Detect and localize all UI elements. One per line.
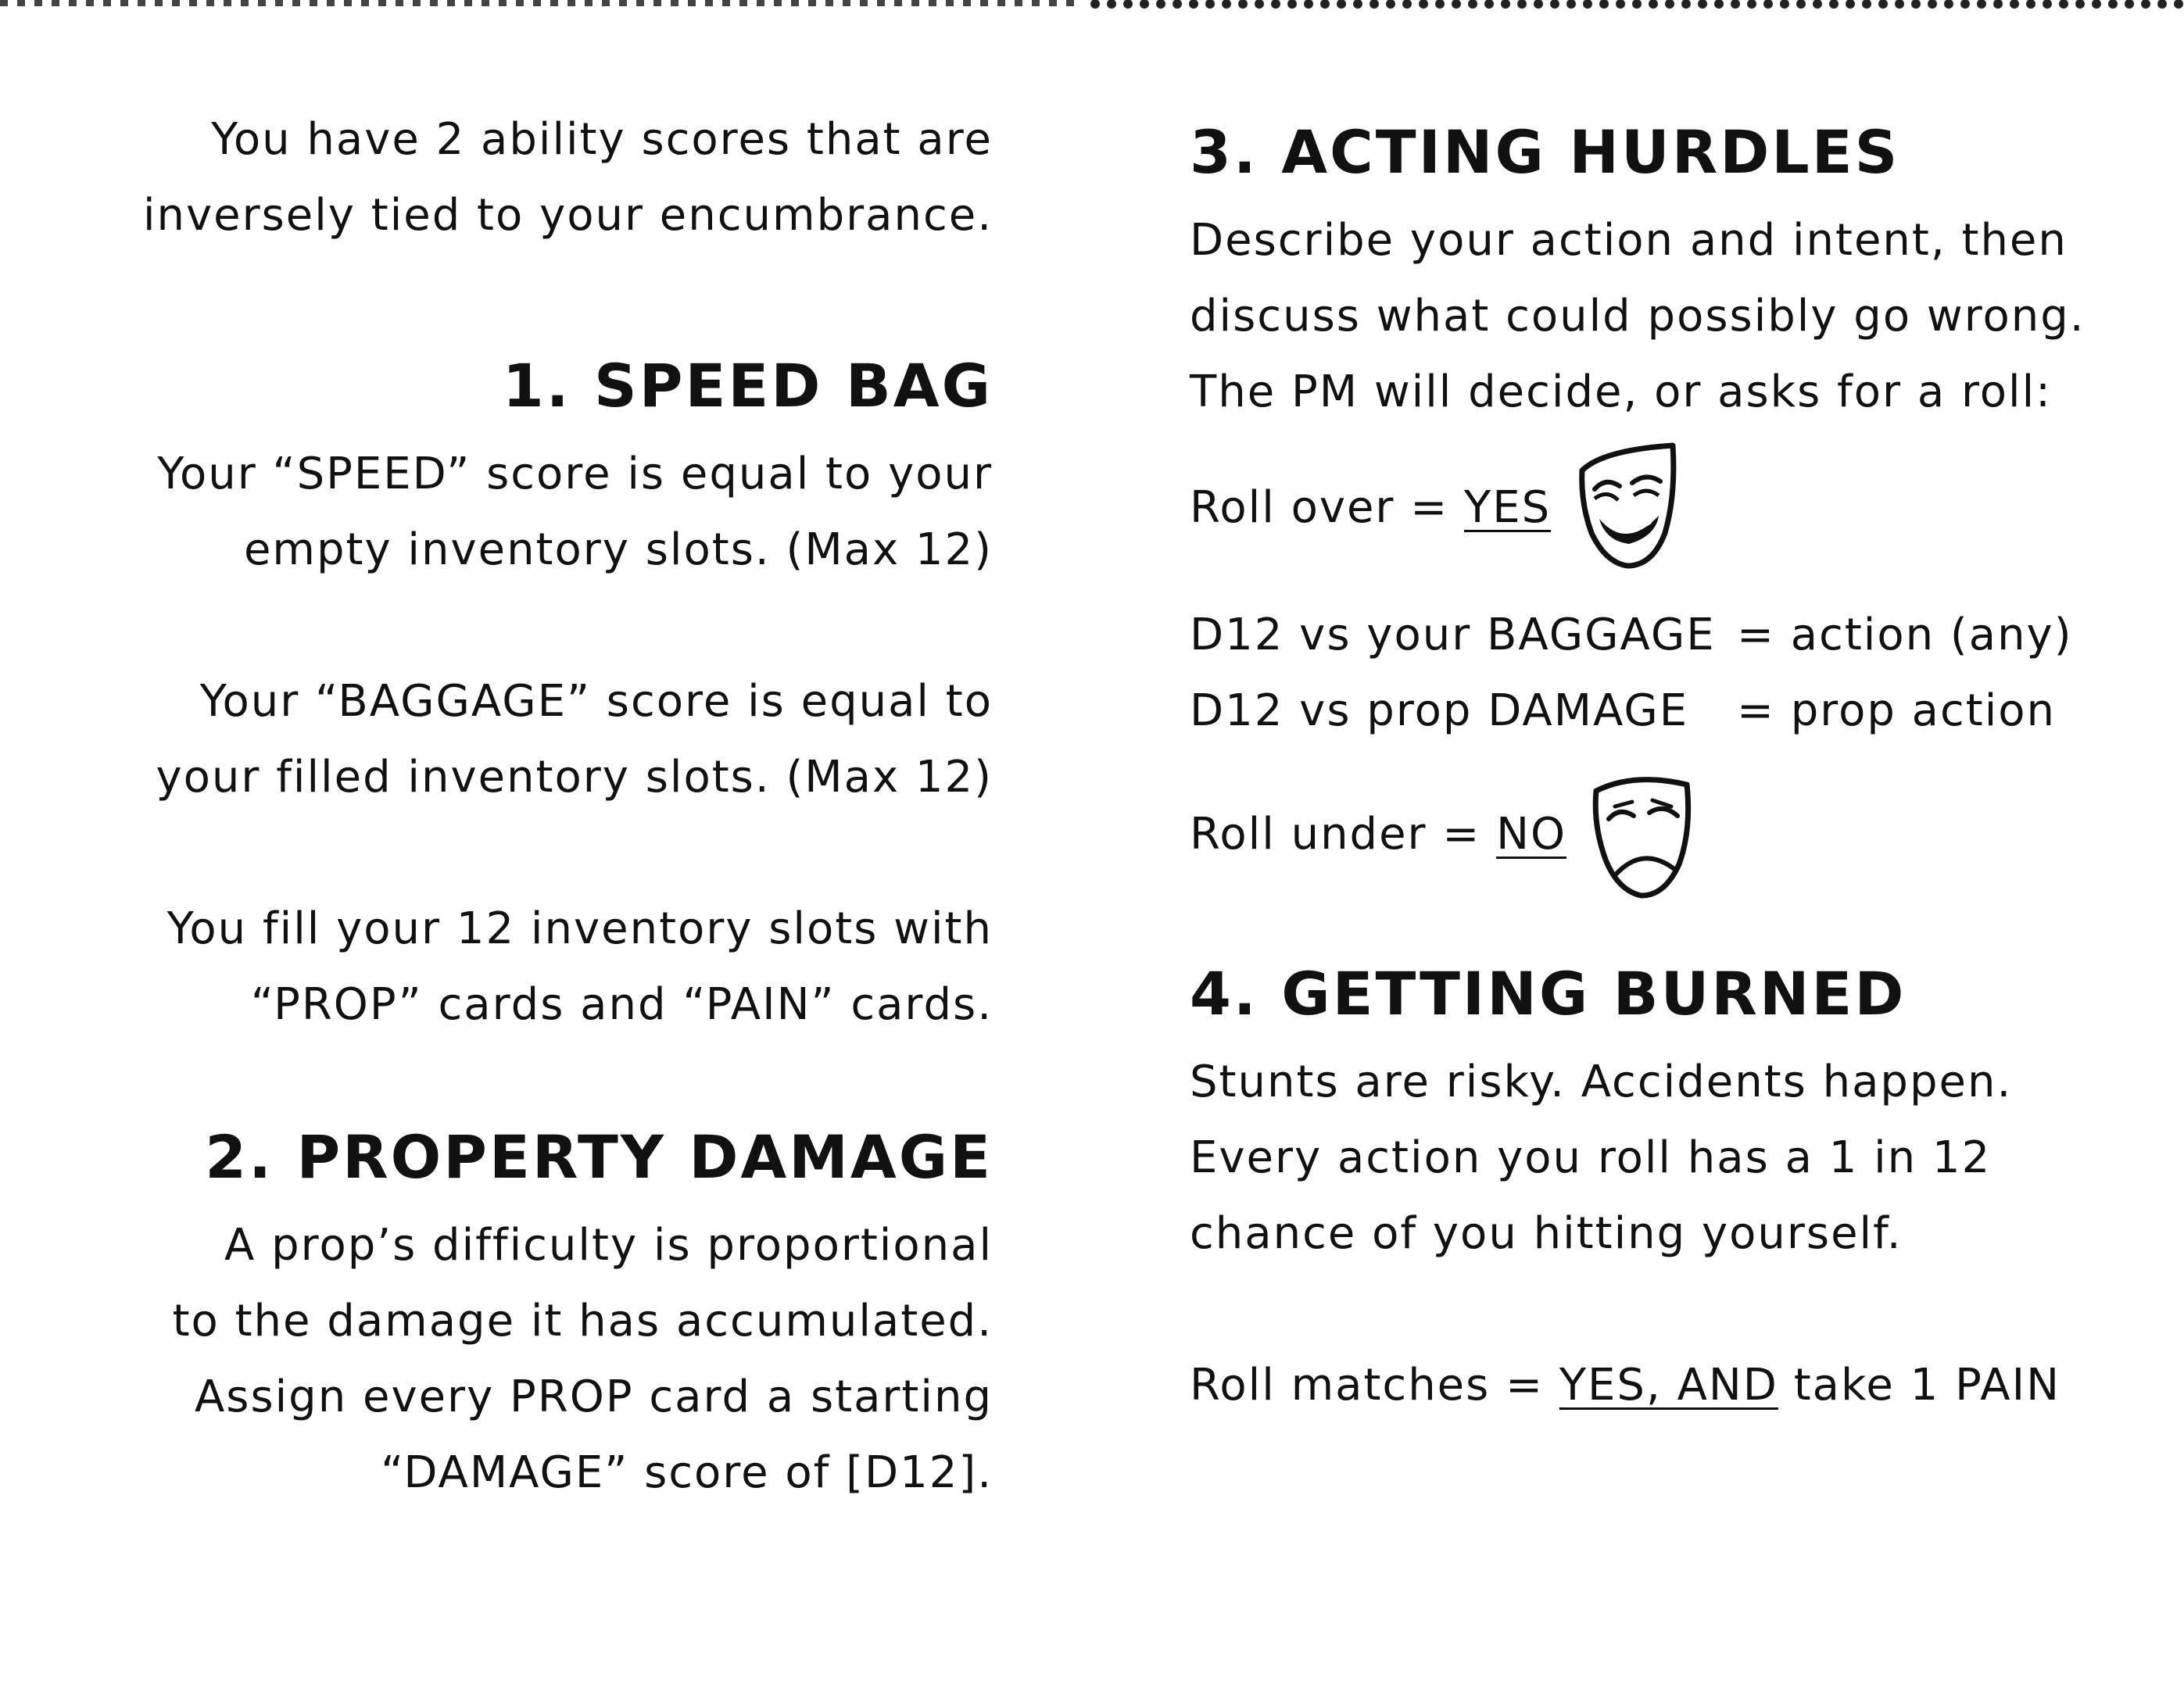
getting-burned-heading: 4. GETTING BURNED [1190, 959, 1907, 1028]
top-perforation-border [0, 0, 2184, 11]
acting-hurdles-heading: 3. ACTING HURDLES [1190, 117, 1900, 187]
roll-matches-result: YES, AND [1559, 1360, 1778, 1411]
speed-bag-heading: 1. SPEED BAG [502, 351, 993, 420]
roll-under-line [1190, 767, 2128, 900]
intro-text: You have 2 ability scores that are inversely tied to your encumbrance. [142, 114, 993, 241]
dotted-border [1090, 0, 2184, 9]
property-damage-text: A prop’s difficulty is proportional to the damage it has accumulated. Assign every PROP card a starting “DAMAGE” score of [D12]. [172, 1220, 993, 1498]
getting-burned-text: Stunts are risky. Accidents happen. Every action you roll has a 1 in 12 chance of you hitting yourself. [1190, 1057, 2013, 1259]
roll-matches-label: Roll matches = [1190, 1360, 1559, 1411]
comedy-mask-icon [1571, 441, 1681, 574]
dashed-border [0, 0, 1083, 6]
baggage-comparison-right: = action (any) [1737, 610, 2073, 660]
roll-comparison-block [1190, 597, 2128, 749]
roll-over-label: Roll over = [1190, 481, 1464, 533]
right-column [1190, 113, 2128, 1423]
damage-comparison-right: = prop action [1737, 685, 2057, 736]
left-column [141, 102, 993, 1511]
damage-comparison-row [1190, 673, 2128, 749]
tragedy-mask-icon [1587, 767, 1696, 900]
inventory-fill-text: You fill your 12 inventory slots with “PROP” cards and “PAIN” cards. [166, 903, 993, 1030]
roll-under-result: NO [1496, 808, 1567, 860]
roll-matches-suffix: take 1 PAIN [1778, 1360, 2060, 1411]
baggage-score-text: Your “BAGGAGE” score is equal to your filled inventory slots. (Max 12) [156, 676, 993, 803]
acting-hurdles-text: Describe your action and intent, then discuss what could possibly go wrong. The PM will decide, or asks for a roll: [1190, 215, 2086, 417]
baggage-comparison-left: D12 vs your BAGGAGE [1190, 610, 1716, 660]
speed-score-text: Your “SPEED” score is equal to your empty inventory slots. (Max 12) [157, 449, 993, 575]
baggage-comparison-row [1190, 597, 2128, 673]
damage-comparison-left: D12 vs prop DAMAGE [1190, 685, 1689, 736]
roll-over-line [1190, 441, 2128, 574]
roll-matches-line [1190, 1347, 2128, 1423]
roll-under-label: Roll under = [1190, 808, 1497, 860]
property-damage-heading: 2. PROPERTY DAMAGE [205, 1122, 993, 1192]
roll-over-result: YES [1463, 481, 1552, 533]
